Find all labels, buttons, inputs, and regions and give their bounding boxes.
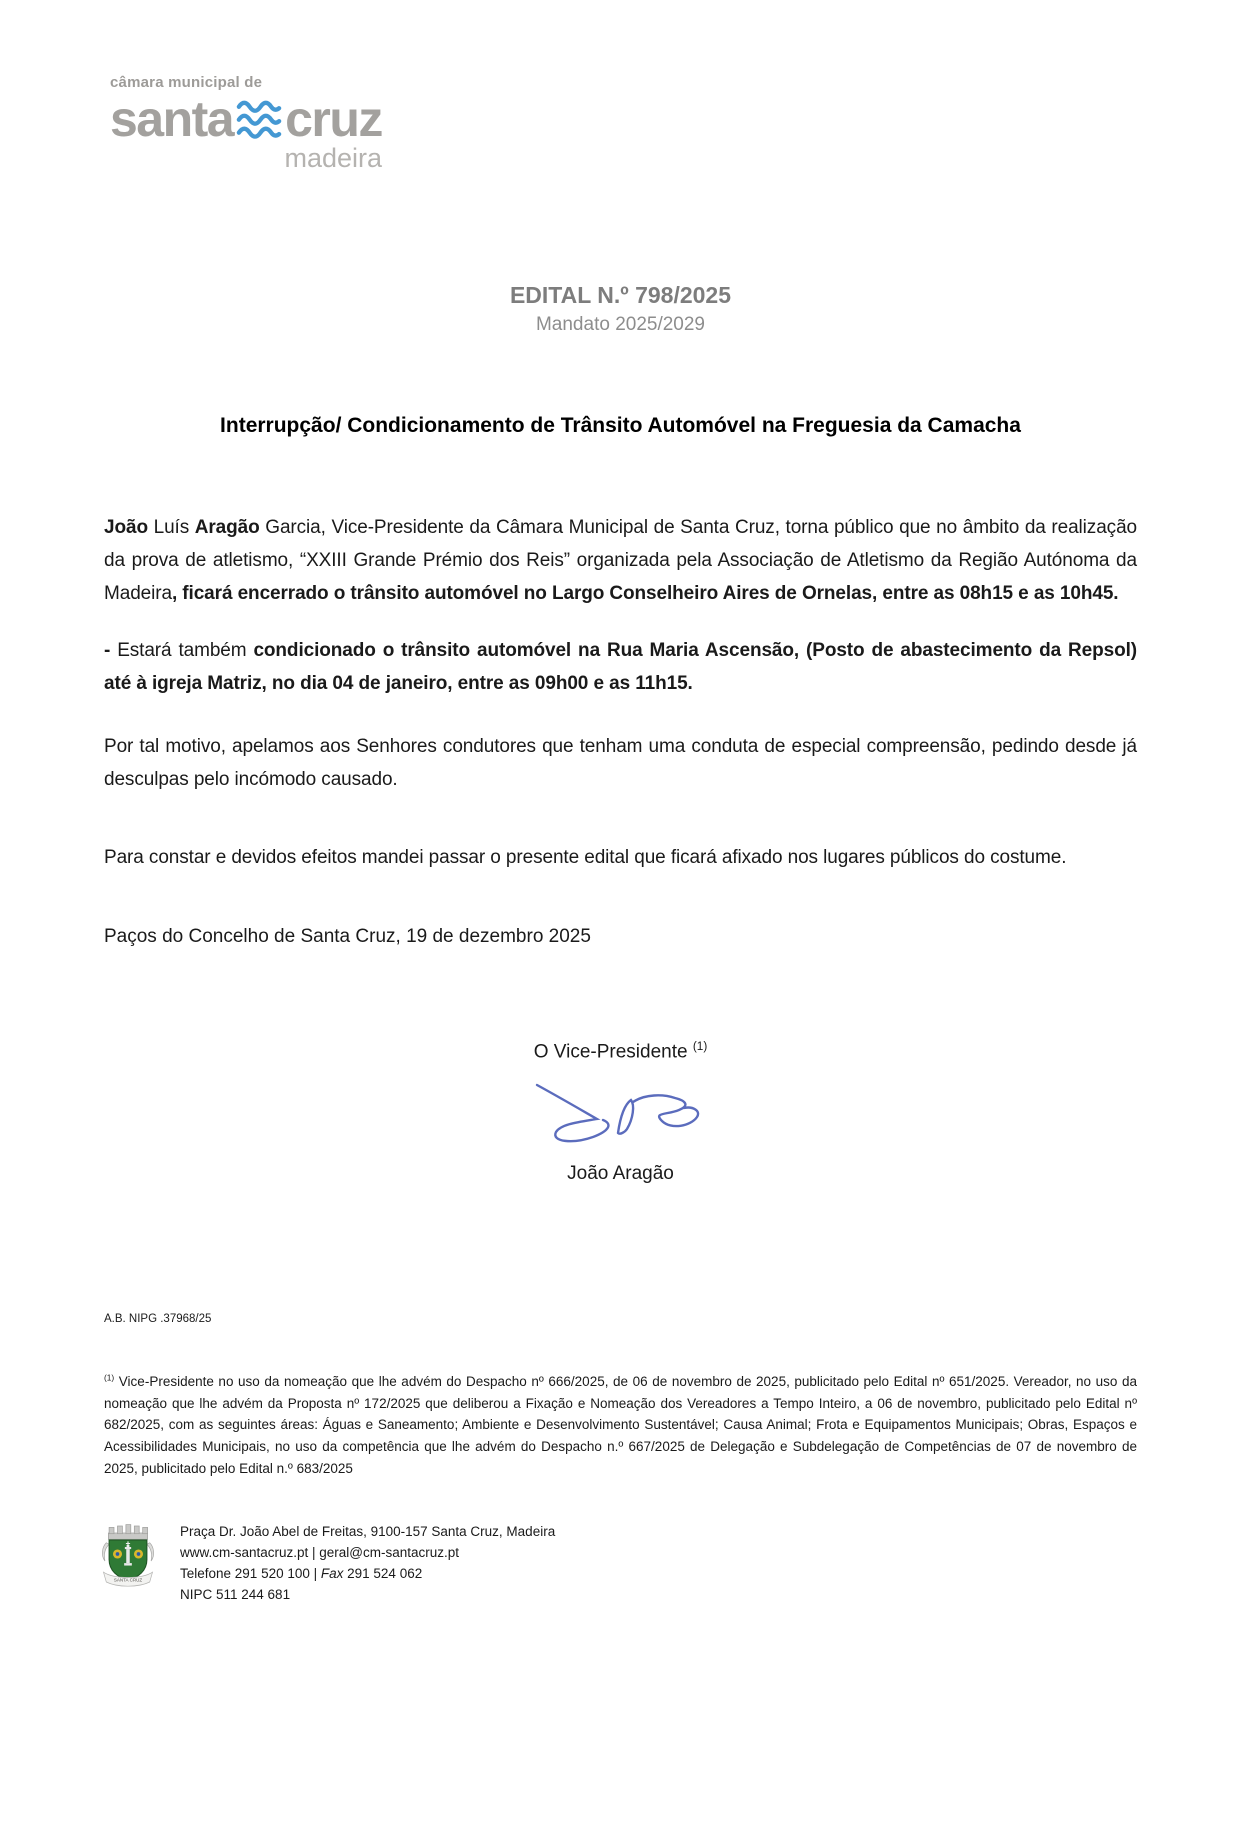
footer-address: Praça Dr. João Abel de Freitas, 9100-157 Santa Cruz, Madeira bbox=[180, 1524, 556, 1540]
logo-name-right: cruz bbox=[285, 91, 382, 147]
crest-flower-right bbox=[134, 1550, 143, 1559]
mandate-subtitle: Mandato 2025/2029 bbox=[535, 314, 706, 335]
document-title: Interrupção/ Condicionamento de Trânsito Automóvel na Freguesia da Camacha bbox=[220, 414, 1021, 437]
crest-crown bbox=[108, 1525, 147, 1540]
crest-ribbon-text: SANTA CRUZ bbox=[113, 1577, 143, 1583]
footer-phone-fax: Telefone 291 520 100 | Fax 291 524 062 bbox=[180, 1566, 423, 1582]
document-body bbox=[104, 511, 1137, 948]
paragraph-2: - Estará também condicionado o trânsito automóvel na Rua Maria Ascensão, (Posto de abastecimento da Repsol) até à igreja Matriz, no dia 04 de janeiro, entre as 09h00 e as 11h15. bbox=[104, 639, 1137, 694]
edital-number-title: EDITAL N.º 798/2025 bbox=[509, 282, 732, 308]
footer-contact-block bbox=[180, 1519, 555, 1606]
santa-cruz-coat-of-arms-icon bbox=[96, 1519, 160, 1589]
logo-name bbox=[110, 91, 382, 147]
date-place-line: Paços do Concelho de Santa Cruz, 19 de dezembro 2025 bbox=[104, 925, 591, 947]
footer-nipc: NIPC 511 244 681 bbox=[180, 1586, 291, 1602]
page-footer bbox=[96, 1519, 1241, 1606]
logo-tagline: câmara municipal de bbox=[110, 74, 263, 91]
handwritten-signature bbox=[521, 1075, 721, 1153]
signer-name: João Aragão bbox=[567, 1163, 674, 1185]
paragraph-4: Para constar e devidos efeitos mandei passar o presente edital que ficará afixado nos lugares públicos do costume. bbox=[104, 846, 1067, 868]
signer-role: O Vice-Presidente $^{(1)}$ bbox=[533, 1039, 708, 1063]
logo-name-left: santa bbox=[110, 91, 234, 147]
paragraph-1: João Luís Aragão Garcia, Vice-Presidente da Câmara Municipal de Santa Cruz, torna público que no âmbito da realização da prova de atletismo, “XXIII Grande Prémio dos Reis” organizada pela Associação de Atletismo da Região Autónoma da Madeira, ficará encerrado o trânsito automóvel no Largo Conselheiro Aires de Ornelas, entre as 08h15 e as 10h45. bbox=[104, 516, 1137, 604]
waves-icon bbox=[236, 97, 282, 141]
crest-flower-left bbox=[113, 1550, 122, 1559]
internal-reference: A.B. NIPG .37968/25 bbox=[104, 1313, 212, 1326]
footer-web-email: www.cm-santacruz.pt | geral@cm-santacruz.pt bbox=[180, 1545, 460, 1561]
municipality-logo bbox=[110, 74, 382, 174]
footnote: $^{(1)}$ Vice-Presidente no uso da nomeação que lhe advém do Despacho nº 666/2025, de 06 de novembro de 2025, publicitado pelo Edital nº 651/2025. Vereador, no uso da nomeação que lhe advém da Proposta nº 172/2025 que deliberou a Fixação e Nomeação dos Vereadores a Tempo Inteiro, a 06 de novembro, publicitado pelo Edital nº 682/2025, com as seguintes áreas: Águas e Saneamento; Ambiente e Desenvolvimento Sustentável; Causa Animal; Frota e Equipamentos Municipais; Obras, Espaços e Acessibilidades Municipais, no uso da competência que lhe advém do Despacho n.º 667/2025 de Delegação e Subdelegação de Competências de 07 de novembro de 2025, publicitado pelo Edital n.º 683/2025 bbox=[104, 1372, 1137, 1476]
logo-region: madeira bbox=[284, 143, 382, 173]
paragraph-3: Por tal motivo, apelamos aos Senhores condutores que tenham uma conduta de especial compreensão, pedindo desde já desculpas pelo incómodo causado. bbox=[104, 735, 1137, 790]
